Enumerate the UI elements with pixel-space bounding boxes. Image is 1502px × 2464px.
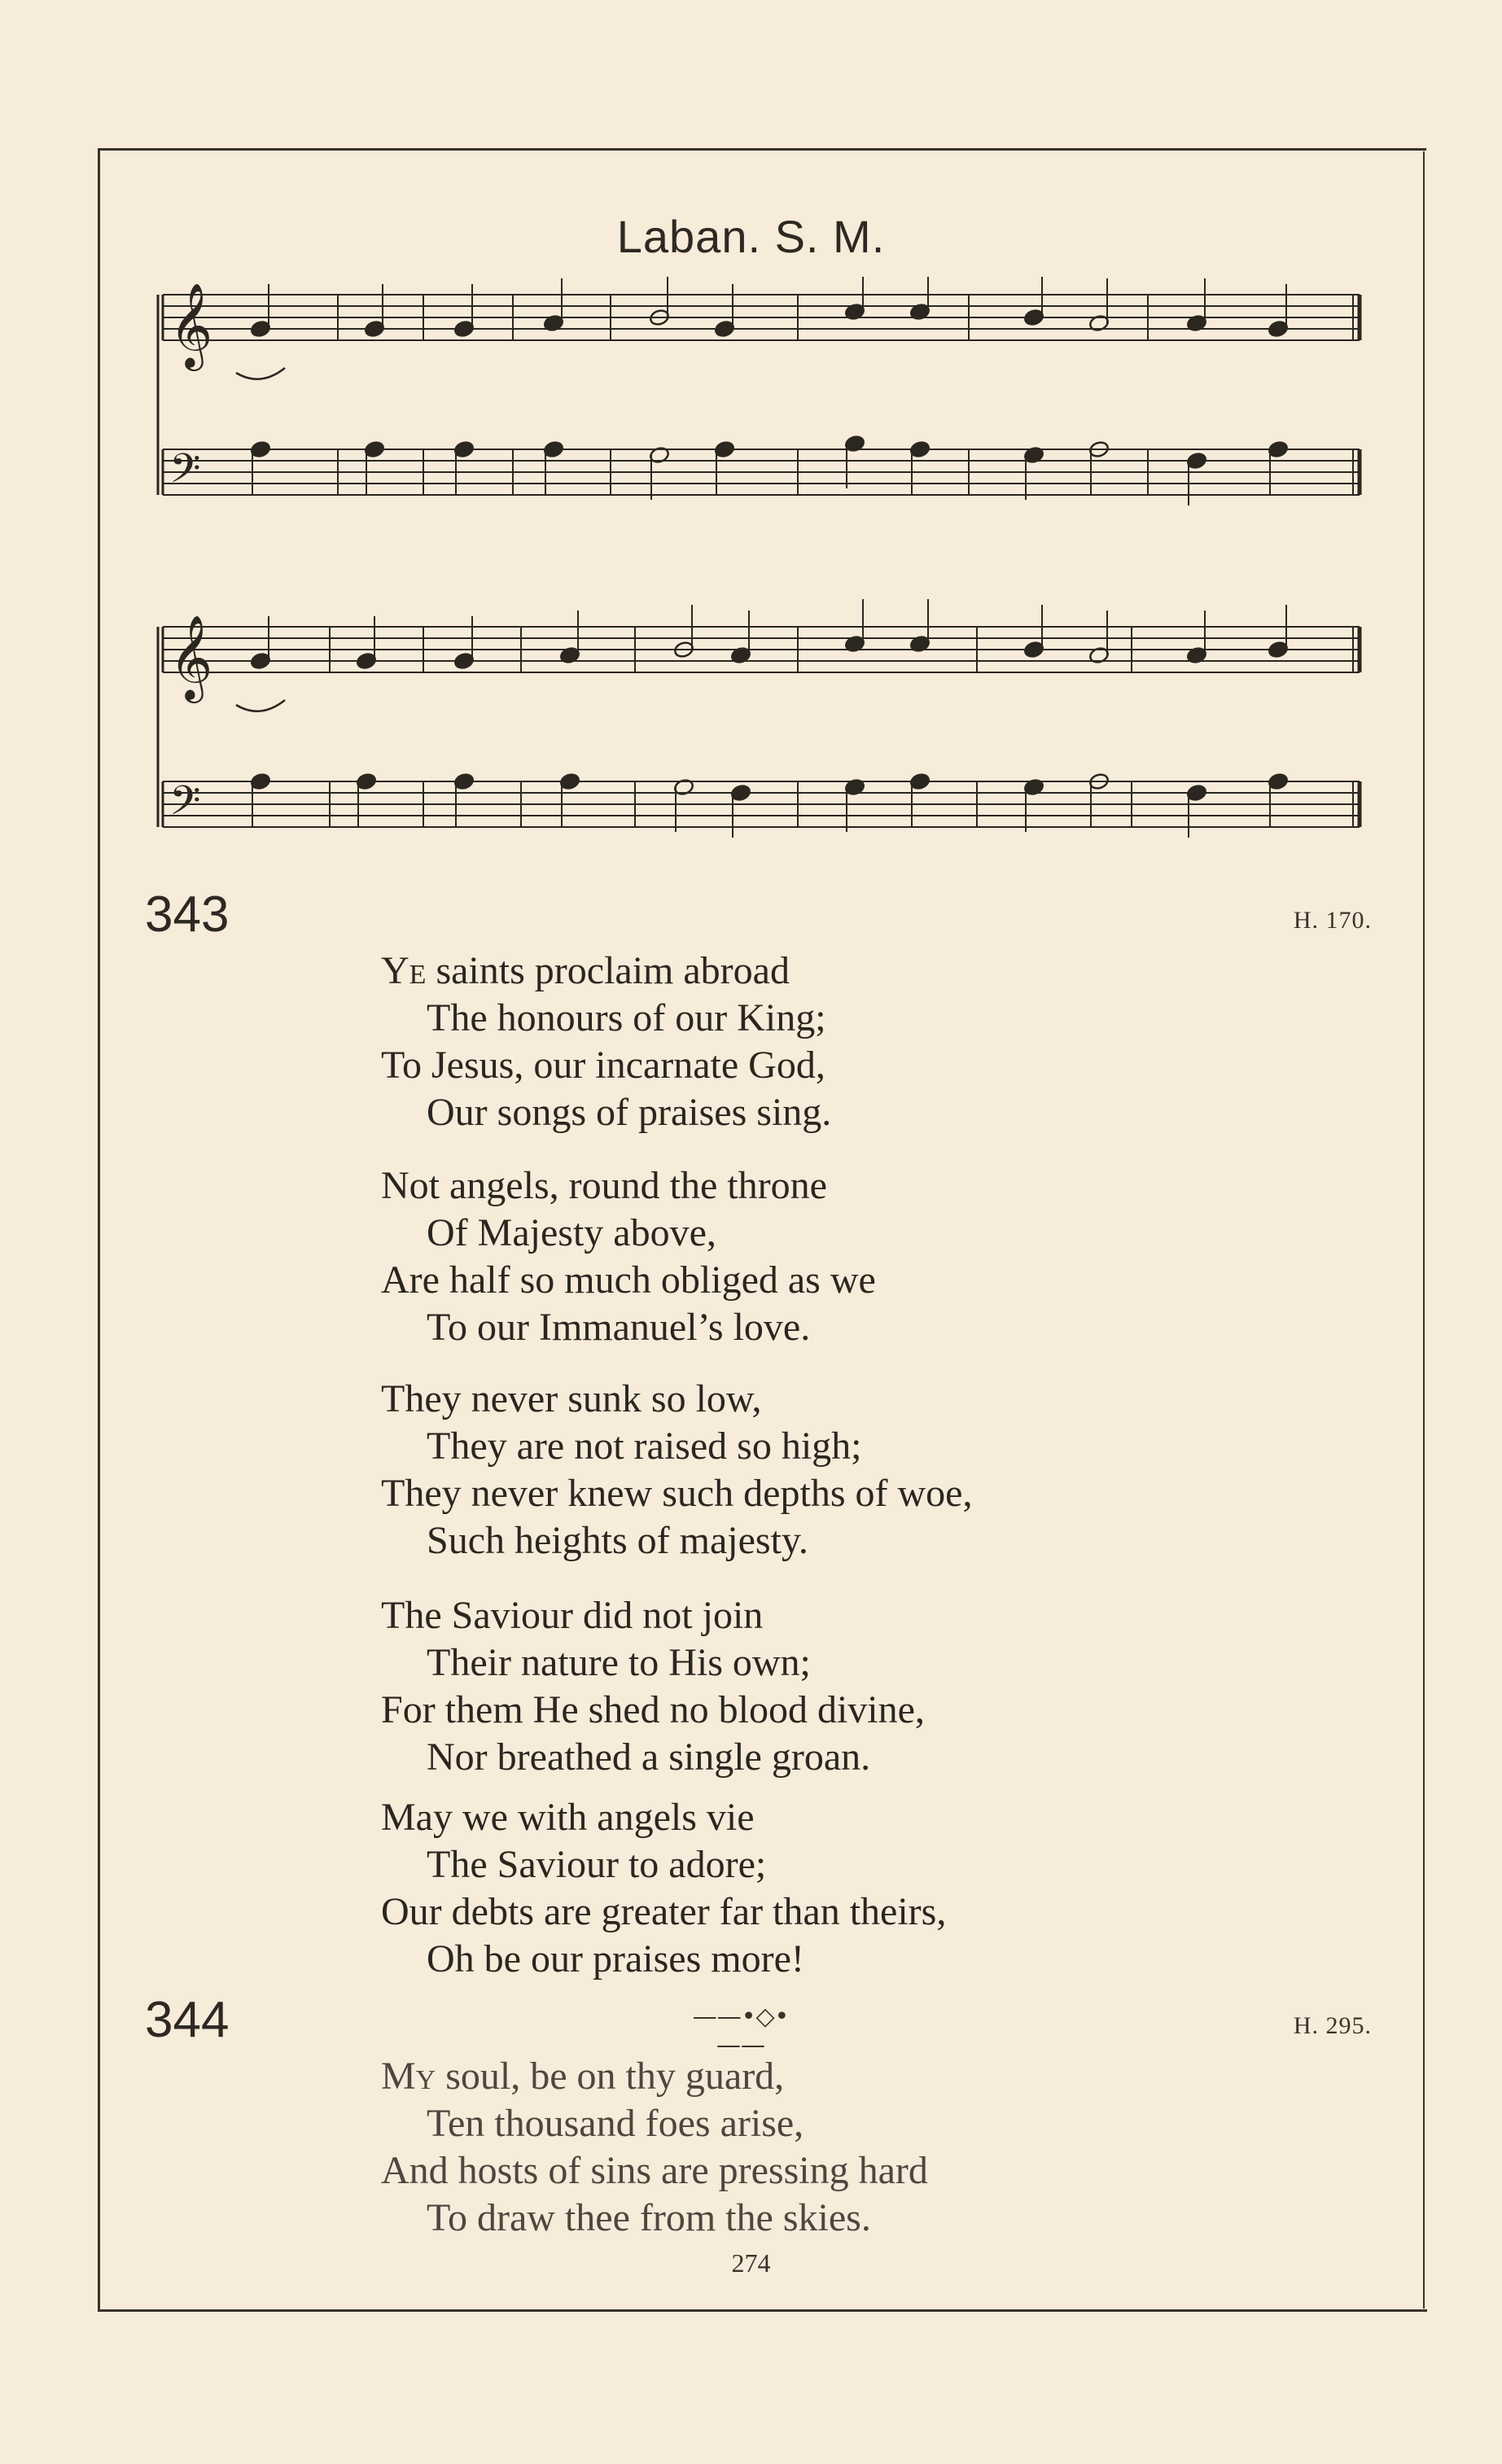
verse-line: Our songs of praises sing. [427, 1091, 832, 1134]
verse-line-rest: saints proclaim abroad [436, 949, 790, 992]
bass-clef-icon: 𝄢 [169, 777, 201, 834]
treble-clef-icon: 𝄞 [169, 615, 213, 700]
hymn-divider-ornament: ——•◇•—— [692, 2002, 790, 2059]
verse-line: And hosts of sins are pressing hard [381, 2149, 928, 2192]
verse-line: The Saviour did not join [381, 1594, 764, 1637]
verse-line: Our debts are greater far than theirs, [381, 1890, 947, 1933]
verse-line [381, 2053, 1276, 2100]
hymn-number-343: 343 [145, 886, 230, 943]
verse-line: Not angels, round the throne [381, 1164, 827, 1207]
verse-line: They never knew such depths of woe, [381, 1472, 973, 1515]
frame-right-rule [1423, 151, 1425, 2309]
hymn-ref-344: H. 295. [1293, 2012, 1372, 2039]
slur [236, 700, 285, 711]
stanza-343-5 [381, 1794, 1276, 1983]
verse-line [381, 948, 1276, 995]
verse-line: For them He shed no blood divine, [381, 1688, 925, 1731]
hymn-ref-343: H. 170. [1293, 907, 1372, 934]
verse-line-rest: soul, be on thy guard, [445, 2055, 785, 2098]
verse-line: Ten thousand foes arise, [427, 2102, 804, 2145]
verse-line: The honours of our King; [427, 996, 826, 1039]
verse-line: Oh be our praises more! [427, 1937, 804, 1980]
music-notation [155, 277, 1376, 871]
verse-line: They never sunk so low, [381, 1377, 762, 1420]
tune-title: Laban. S. M. [616, 211, 886, 262]
stanza-343-3 [381, 1376, 1276, 1565]
verse-line: May we with angels vie [381, 1796, 755, 1839]
drop-word: My [381, 2055, 436, 2098]
stanza-343-4 [381, 1592, 1276, 1781]
verse-line: The Saviour to adore; [427, 1843, 767, 1886]
slur [236, 368, 285, 379]
verse-line: Of Majesty above, [427, 1211, 716, 1254]
bass-clef-icon: 𝄢 [169, 445, 201, 502]
treble-clef-icon: 𝄞 [169, 282, 213, 368]
stanza-343-2 [381, 1162, 1276, 1351]
music-score [155, 277, 1376, 871]
verse-line: To draw thee from the skies. [427, 2196, 871, 2239]
verse-line: Are half so much obliged as we [381, 1258, 876, 1302]
verse-line: Their nature to His own; [427, 1641, 811, 1684]
hymn-number-344: 344 [145, 1992, 230, 2048]
drop-word: Ye [381, 949, 427, 992]
verse-line: Such heights of majesty. [427, 1519, 808, 1562]
stanza-344-1 [381, 2053, 1276, 2242]
verse-line: To our Immanuel’s love. [427, 1306, 811, 1349]
page-number: 274 [731, 2248, 771, 2278]
verse-line: Nor breathed a single groan. [427, 1735, 871, 1779]
stanza-343-1 [381, 948, 1276, 1136]
verse-line: To Jesus, our incarnate God, [381, 1044, 825, 1087]
verse-line: They are not raised so high; [427, 1425, 862, 1468]
